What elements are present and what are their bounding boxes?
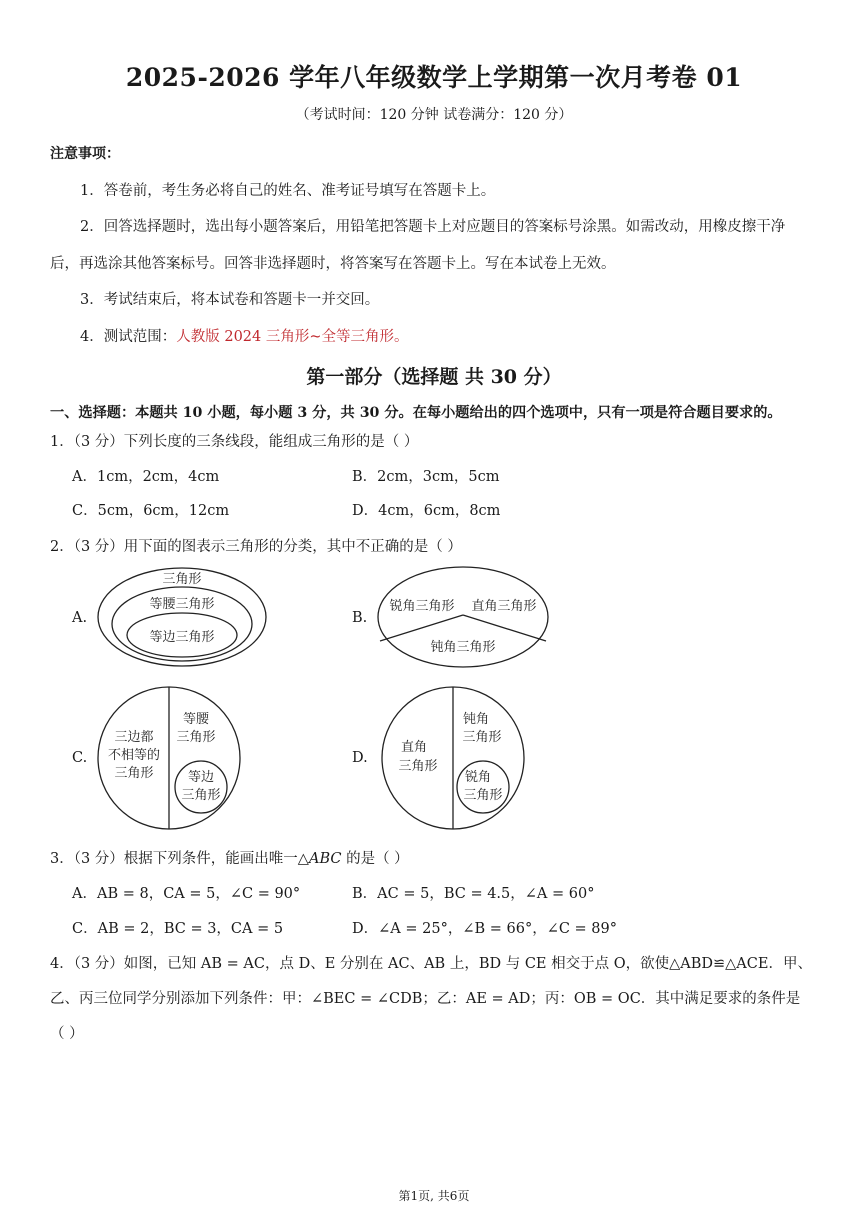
part-title: 第一部分（选择题 共 30 分）: [306, 366, 562, 388]
q3-option-d: D．∠A = 25°，∠B = 66°，∠C = 89°: [352, 921, 617, 937]
d-label-obtuse-2: 三角形: [462, 730, 502, 745]
label-acute: 锐角三角形: [389, 599, 455, 614]
q1-option-a: A．1cm，2cm，4cm: [72, 469, 220, 485]
q1-stem: 1．（3 分）下列长度的三条线段，能组成三角形的是（ ）: [50, 434, 419, 450]
b-divider-left: [380, 615, 463, 641]
q4-line-3: （ ）: [50, 1026, 84, 1042]
note-item-4-prefix: 4．测试范围：: [80, 329, 177, 345]
d-label-right-2: 三角形: [398, 759, 438, 774]
label-isosceles: 等腰三角形: [149, 597, 215, 612]
q1-option-b: B．2cm，3cm，5cm: [352, 469, 500, 485]
d-label-obtuse-1: 钝角: [462, 712, 490, 727]
q1-option-d: D．4cm，6cm，8cm: [352, 503, 501, 519]
d-label-acute-2: 三角形: [463, 788, 503, 803]
q2-diagram-c: [96, 686, 242, 832]
c-label-scalene-2: 不相等的: [107, 748, 161, 763]
q3-stem-prefix: 3．（3 分）根据下列条件，能画出唯一△: [50, 851, 309, 867]
c-inner-circle: [175, 761, 227, 813]
q3-option-c: C．AB = 2，BC = 3，CA = 5: [72, 921, 284, 937]
q3-stem-var: ABC: [308, 851, 342, 867]
c-label-isosceles-1: 等腰: [182, 712, 210, 727]
q2-option-b-label: B.: [352, 610, 368, 626]
q2-stem: 2．（3 分）用下面的图表示三角形的分类，其中不正确的是（ ）: [50, 539, 462, 555]
exam-subtitle: （考试时间：120 分钟 试卷满分：120 分）: [295, 107, 573, 123]
q2-option-d-label: D.: [352, 750, 368, 766]
q3-option-b: B．AC = 5，BC = 4.5，∠A = 60°: [352, 886, 595, 902]
notes-heading: 注意事项：: [50, 146, 120, 162]
label-right: 直角三角形: [471, 599, 537, 614]
note-item-2-cont: 后，再选涂其他答案标号。回答非选择题时，将答案写在答题卡上。写在本试卷上无效。: [50, 256, 616, 272]
section-heading: 一、选择题：本题共 10 小题，每小题 3 分，共 30 分。在每小题给出的四个选项中，只有一项是符合题目要求的。: [50, 405, 782, 421]
q3-stem: [50, 847, 409, 868]
q4-line-2: 乙、丙三位同学分别添加下列条件：甲：∠BEC = ∠CDB；乙：AE = AD；丙：OB = OC．其中满足要求的条件是: [50, 991, 801, 1007]
q1-option-c: C．5cm，6cm，12cm: [72, 503, 230, 519]
note-item-3: 3．考试结束后，将本试卷和答题卡一并交回。: [80, 292, 380, 308]
d-label-acute-1: 锐角: [464, 770, 492, 785]
d-label-right-1: 直角: [400, 740, 428, 755]
q3-stem-suffix: 的是（ ）: [341, 851, 409, 867]
c-label-equilateral-1: 等边: [187, 770, 215, 785]
c-label-scalene-1: 三边都: [114, 730, 154, 745]
q3-option-a: A．AB = 8，CA = 5，∠C = 90°: [72, 886, 301, 902]
q2-option-c-label: C.: [72, 750, 88, 766]
b-divider-right: [463, 615, 546, 641]
q2-option-a-label: A.: [72, 610, 88, 626]
label-equilateral: 等边三角形: [149, 630, 215, 645]
c-label-isosceles-2: 三角形: [176, 730, 216, 745]
q2-diagram-a: [96, 565, 271, 669]
test-range: 人教版 2024 三角形~全等三角形。: [176, 329, 409, 345]
exam-title: 2025-2026 学年八年级数学上学期第一次月考卷 01: [125, 63, 743, 92]
c-label-equilateral-2: 三角形: [181, 788, 221, 803]
label-triangle: 三角形: [162, 572, 202, 587]
note-item-4: [80, 325, 409, 346]
q2-diagram-d: [380, 686, 526, 832]
note-item-1: 1．答卷前，考生务必将自己的姓名、准考证号填写在答题卡上。: [80, 183, 496, 199]
note-item-2: 2．回答选择题时，选出每小题答案后，用铅笔把答题卡上对应题目的答案标号涂黑。如需改动，用橡皮擦干净: [80, 219, 786, 235]
label-obtuse: 钝角三角形: [430, 640, 496, 655]
q4-line-1: 4．（3 分）如图，已知 AB = AC，点 D、E 分别在 AC、AB 上，BD 与 CE 相交于点 O，欲使△ABD≌△ACE．甲、: [50, 956, 812, 972]
q2-diagram-b: [376, 565, 550, 669]
page-footer: 第1页, 共6页: [398, 1189, 470, 1203]
c-label-scalene-3: 三角形: [114, 766, 154, 781]
d-inner-circle: [457, 761, 509, 813]
